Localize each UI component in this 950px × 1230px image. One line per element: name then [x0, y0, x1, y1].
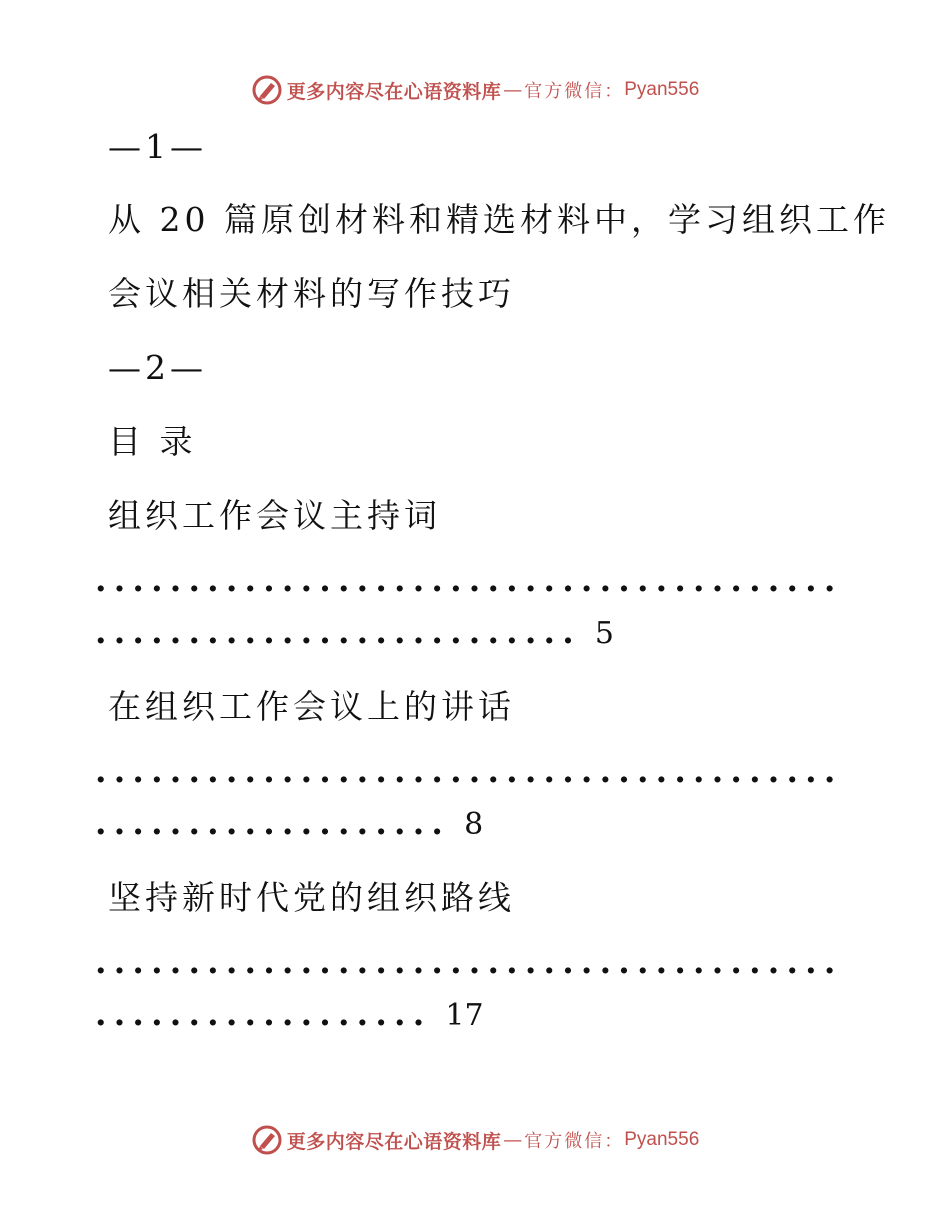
title-line-1: 从 20 篇原创材料和精选材料中，学习组织工作	[108, 200, 890, 239]
toc-leader-dots: ........................................	[95, 942, 843, 981]
page-marker-2: —2—	[108, 348, 207, 387]
toc-entry-title[interactable]: 在组织工作会议上的讲话	[108, 687, 515, 726]
toc-page-number[interactable]: 5	[594, 616, 615, 651]
pen-logo-icon	[251, 1124, 283, 1156]
toc-leader-dots: ........................................	[95, 560, 843, 599]
footer-banner	[0, 1120, 950, 1160]
banner-wechat-id: Pyan556	[624, 1129, 700, 1150]
banner-text: 更多内容尽在心语资料库	[286, 80, 502, 103]
page-marker-1: —1—	[108, 127, 207, 166]
banner-wechat-id: Pyan556	[624, 79, 700, 100]
banner-dash: —	[503, 1129, 523, 1151]
toc-leader-dots: ........................................	[95, 751, 843, 790]
pen-logo-icon	[251, 74, 283, 106]
header-banner	[0, 70, 950, 110]
banner-label: 官方微信：	[524, 81, 625, 102]
toc-page-number[interactable]: 17	[445, 998, 484, 1033]
toc-entry-title[interactable]: 坚持新时代党的组织路线	[108, 878, 515, 917]
toc-leader-row	[95, 612, 614, 654]
toc-page-number[interactable]: 8	[464, 807, 484, 842]
banner-text: 更多内容尽在心语资料库	[286, 1130, 502, 1153]
banner-dash: —	[503, 79, 523, 101]
toc-leader-dots: ...................	[95, 803, 451, 842]
toc-leader-dots: ..................	[95, 994, 432, 1033]
title-line-2: 会议相关材料的写作技巧	[108, 274, 515, 313]
toc-leader-row	[95, 994, 484, 1036]
banner-label: 官方微信：	[524, 1131, 625, 1152]
toc-leader-row	[95, 803, 483, 845]
toc-heading: 目 录	[108, 422, 197, 461]
toc-entry-title[interactable]: 组织工作会议主持词	[108, 496, 441, 535]
toc-leader-dots: ..........................	[95, 612, 581, 651]
